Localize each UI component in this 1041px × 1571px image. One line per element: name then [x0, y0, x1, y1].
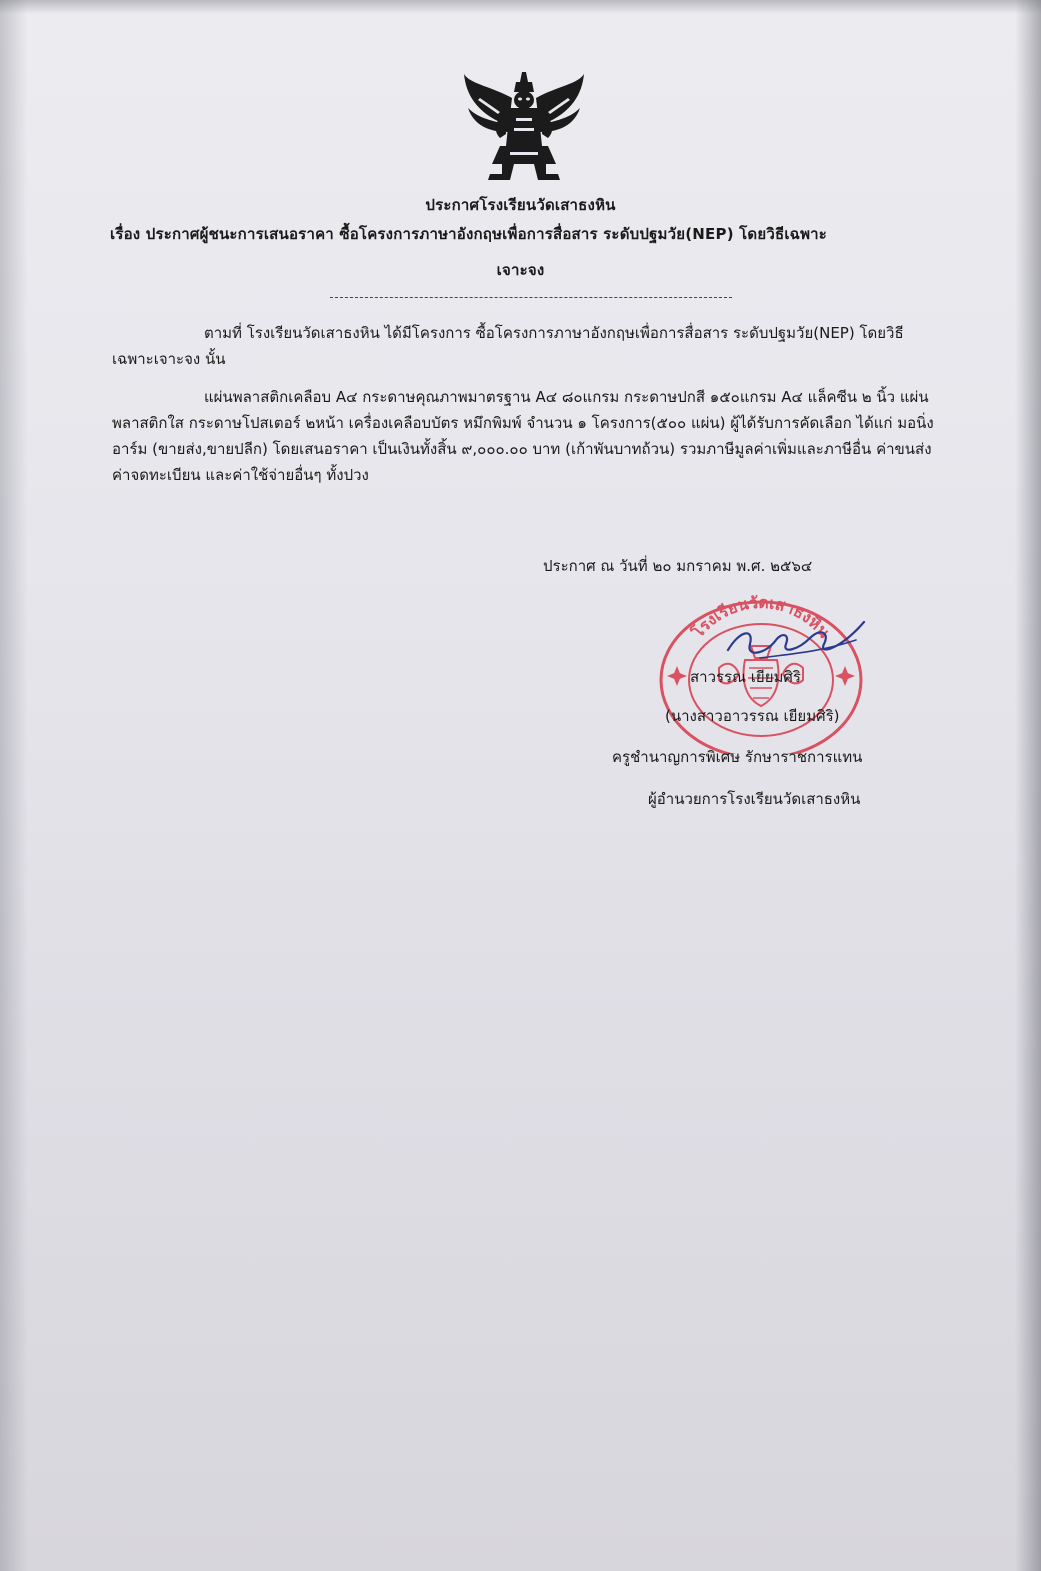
announcement-title: ประกาศโรงเรียนวัดเสาธงหิน — [425, 196, 616, 214]
paragraph-1-text: ตามที่ โรงเรียนวัดเสาธงหิน ได้มีโครงการ ซื้อโครงการภาษาอังกฤษเพื่อการสื่อสาร ระดับปฐมวัย(NEP) โดยวิธีเฉพาะเจาะจง นั้น — [112, 324, 904, 368]
announcement-date: ประกาศ ณ วันที่ ๒๐ มกราคม พ.ศ. ๒๕๖๔ — [543, 557, 813, 575]
announcement-subject-line-2: เจาะจง — [496, 261, 545, 279]
page-shadow-right — [1015, 0, 1041, 1571]
garuda-emblem-icon — [460, 68, 588, 186]
page-shadow-top — [0, 0, 1041, 14]
divider — [330, 297, 732, 298]
page-shadow-left — [0, 0, 28, 1571]
signatory-full-name: (นางสาวอาวรรณ เยียมศิริ) — [665, 707, 840, 725]
paragraph-1 — [112, 320, 944, 372]
signatory-name: สาวรรณ เยียมศิริ — [690, 668, 801, 686]
handwritten-signature-icon — [720, 610, 870, 670]
paragraph-2-text: แผ่นพลาสติกเคลือบ A๔ กระดาษคุณภาพมาตรฐาน A๔ ๘๐แกรม กระดาษปกสี ๑๕๐แกรม A๔ แล็คซีน ๒ นิ้ว แผ่นพลาสติกใส กระดาษโปสเตอร์ ๒หน้า เครื่องเคลือบบัตร หมึกพิมพ์ จำนวน ๑ โครงการ(๕๐๐ แผ่น) ผู้ได้รับการคัดเลือก ได้แก่ มอนิ่งอาร์ม (ขายส่ง,ขายปลีก) โดยเสนอราคา เป็นเงินทั้งสิ้น ๙,๐๐๐.๐๐ บาท (เก้าพันบาทถ้วน) รวมภาษีมูลค่าเพิ่มและภาษีอื่น ค่าขนส่ง ค่าจดทะเบียน และค่าใช้จ่ายอื่นๆ ทั้งปวง — [112, 388, 934, 484]
signatory-role: ครูชำนาญการพิเศษ รักษาราชการแทน — [612, 748, 863, 766]
seal-text: โรงเรียนวัดเสาธงหิน — [688, 592, 834, 642]
signatory-organization: ผู้อำนวยการโรงเรียนวัดเสาธงหิน — [648, 790, 861, 808]
paragraph-2 — [112, 384, 944, 488]
announcement-subject-line-1: เรื่อง ประกาศผู้ชนะการเสนอราคา ซื้อโครงการภาษาอังกฤษเพื่อการสื่อสาร ระดับปฐมวัย(NEP) โดยวิธีเฉพาะ — [110, 225, 828, 243]
